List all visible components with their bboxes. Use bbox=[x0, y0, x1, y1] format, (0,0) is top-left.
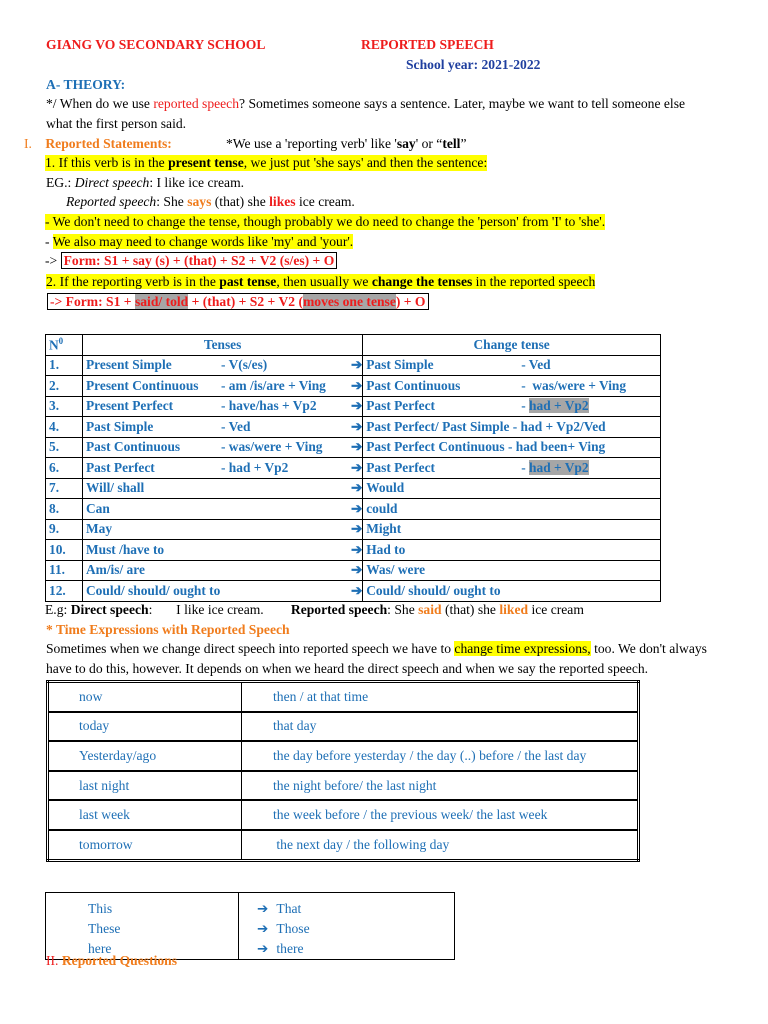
reported-time-expression: the next day / the following day bbox=[242, 830, 639, 860]
intro-line-2: what the first person said. bbox=[46, 116, 187, 131]
arrow-icon: ➔ bbox=[351, 417, 363, 438]
header-change-tense: Change tense bbox=[363, 335, 661, 356]
table-row bbox=[46, 519, 661, 540]
table-row bbox=[46, 376, 661, 397]
row-number: 7. bbox=[46, 478, 83, 499]
changed-tense-cell: Past Perfect - had + Vp2 bbox=[363, 458, 661, 479]
arrow-icon: ➔ bbox=[351, 458, 363, 479]
table-row bbox=[48, 712, 639, 742]
direct-time-expression: tomorrow bbox=[48, 830, 242, 860]
arrow-icon: ➔ bbox=[351, 519, 363, 540]
table-row bbox=[46, 581, 661, 602]
arrow-icon: ➔ bbox=[257, 901, 269, 916]
time-intro-line-2: have to do this, however. It depends on when we heard the direct speech and when we say the reported speech. bbox=[46, 661, 649, 676]
tense-cell: May bbox=[83, 519, 352, 540]
row-number: 9. bbox=[46, 519, 83, 540]
table-row bbox=[46, 396, 661, 417]
changed-tense-cell: Could/ should/ ought to bbox=[363, 581, 661, 602]
row-number: 3. bbox=[46, 396, 83, 417]
document-topic: REPORTED SPEECH bbox=[361, 37, 494, 52]
row-number: 5. bbox=[46, 437, 83, 458]
header-number: $N^0$ bbox=[46, 335, 83, 356]
reported-time-expression: the night before/ the last night bbox=[242, 771, 639, 801]
table-row bbox=[46, 560, 661, 581]
example-reported: Reported speech: She says (that) she likes ice cream. bbox=[66, 194, 355, 209]
time-intro-line-1: Sometimes when we change direct speech into reported speech we have to change time expressions, too. We don't always bbox=[46, 641, 707, 656]
row-number: 12. bbox=[46, 581, 83, 602]
arrow-icon: ➔ bbox=[257, 941, 269, 956]
arrow-icon: ➔ bbox=[351, 355, 363, 376]
demonstratives-direct bbox=[46, 893, 239, 960]
tense-cell: Must /have to bbox=[83, 540, 352, 561]
section-1-heading: I. Reported Statements: bbox=[24, 136, 172, 151]
tense-cell: Present Simple - V(s/es) bbox=[83, 355, 352, 376]
table-row bbox=[46, 478, 661, 499]
tense-cell: Am/is/ are bbox=[83, 560, 352, 581]
tense-cell: Present Perfect - have/has + Vp2 bbox=[83, 396, 352, 417]
changed-tense-cell: Past Perfect - had + Vp2 bbox=[363, 396, 661, 417]
tense-cell: Past Perfect - had + Vp2 bbox=[83, 458, 352, 479]
row-number: 11. bbox=[46, 560, 83, 581]
rule-past-tense: 2. If the reporting verb is in the past tense, then usually we change the tenses in the reported speech bbox=[46, 274, 596, 289]
table-row bbox=[48, 741, 639, 771]
rule-present-tense: 1. If this verb is in the present tense, we just put 'she says' and then the sentence: bbox=[45, 155, 488, 170]
changed-tense-cell: Had to bbox=[363, 540, 661, 561]
list-item: here bbox=[88, 941, 112, 956]
demonstratives-table bbox=[45, 892, 455, 960]
table-row bbox=[46, 540, 661, 561]
row-number: 8. bbox=[46, 499, 83, 520]
table-row bbox=[46, 458, 661, 479]
arrow-icon: ➔ bbox=[351, 540, 363, 561]
list-item: ➔ That bbox=[257, 901, 302, 916]
example-past: E.g: Direct speech: I like ice cream. Reported speech: She said (that) she liked ice cream bbox=[45, 602, 584, 617]
reported-time-expression: the day before yesterday / the day (..) before / the last day bbox=[242, 741, 639, 771]
arrow-icon: ➔ bbox=[351, 560, 363, 581]
changed-tense-cell: Past Simple - Ved bbox=[363, 355, 661, 376]
table-row bbox=[46, 499, 661, 520]
changed-tense-cell: Would bbox=[363, 478, 661, 499]
changed-tense-cell: Past Perfect/ Past Simple - had + Vp2/Ved bbox=[363, 417, 661, 438]
table-row bbox=[46, 437, 661, 458]
tense-cell: Will/ shall bbox=[83, 478, 352, 499]
changed-tense-cell: Past Perfect Continuous - had been+ Ving bbox=[363, 437, 661, 458]
example-direct: EG.: Direct speech: I like ice cream. bbox=[46, 175, 245, 190]
reported-time-expression: the week before / the previous week/ the last week bbox=[242, 800, 639, 830]
direct-time-expression: last night bbox=[48, 771, 242, 801]
reported-time-expression: that day bbox=[242, 712, 639, 742]
row-number: 1. bbox=[46, 355, 83, 376]
changed-tense-cell: Might bbox=[363, 519, 661, 540]
tense-cell: Past Continuous - was/were + Ving bbox=[83, 437, 352, 458]
row-number: 4. bbox=[46, 417, 83, 438]
row-number: 6. bbox=[46, 458, 83, 479]
arrow-icon: ➔ bbox=[351, 581, 363, 602]
list-item: These bbox=[88, 921, 121, 936]
demonstratives-reported bbox=[239, 893, 455, 960]
arrow-icon: ➔ bbox=[351, 396, 363, 417]
table-row bbox=[46, 355, 661, 376]
row-number: 10. bbox=[46, 540, 83, 561]
section-a-heading: A- THEORY: bbox=[46, 77, 126, 92]
header-tenses: Tenses bbox=[83, 335, 363, 356]
table-row bbox=[46, 417, 661, 438]
school-year: School year: 2021-2022 bbox=[406, 57, 541, 72]
changed-tense-cell: could bbox=[363, 499, 661, 520]
direct-time-expression: last week bbox=[48, 800, 242, 830]
intro-line-1: */ When do we use reported speech? Sometimes someone says a sentence. Later, maybe we want to tell someone else bbox=[46, 96, 686, 111]
list-item: This bbox=[88, 901, 113, 916]
note-change-person: - We don't need to change the tense, though probably we do need to change the 'person' from 'I' to 'she'. bbox=[45, 214, 606, 229]
direct-time-expression: today bbox=[48, 712, 242, 742]
changed-tense-cell: Was/ were bbox=[363, 560, 661, 581]
time-expressions-heading: * Time Expressions with Reported Speech bbox=[46, 622, 290, 637]
direct-time-expression: Yesterday/ago bbox=[48, 741, 242, 771]
table-header-row bbox=[46, 335, 661, 356]
table-row bbox=[48, 771, 639, 801]
tense-cell: Could/ should/ ought to bbox=[83, 581, 352, 602]
section-2-heading: II. Reported Questions bbox=[46, 953, 178, 968]
note-change-words: - We also may need to change words like 'my' and 'your'. bbox=[45, 234, 354, 249]
direct-time-expression: now bbox=[48, 682, 242, 712]
school-name: GIANG VO SECONDARY SCHOOL bbox=[46, 37, 266, 52]
list-item: ➔ Those bbox=[257, 921, 310, 936]
arrow-icon: ➔ bbox=[351, 499, 363, 520]
tense-cell: Can bbox=[83, 499, 352, 520]
time-expressions-table bbox=[46, 680, 640, 862]
form-past: -> Form: S1 + said/ told + (that) + S2 + V2 (moves one tense) + O bbox=[47, 294, 429, 310]
arrow-icon: ➔ bbox=[351, 376, 363, 397]
arrow-icon: ➔ bbox=[257, 921, 269, 936]
table-row bbox=[48, 800, 639, 830]
reported-time-expression: then / at that time bbox=[242, 682, 639, 712]
arrow-icon: ➔ bbox=[351, 478, 363, 499]
tense-change-table bbox=[45, 334, 661, 602]
table-row bbox=[48, 830, 639, 860]
tense-cell: Past Simple - Ved bbox=[83, 417, 352, 438]
list-item: ➔ there bbox=[257, 941, 304, 956]
table-row bbox=[48, 682, 639, 712]
form-present: -> Form: S1 + say (s) + (that) + S2 + V2 (s/es) + O bbox=[45, 253, 337, 269]
tense-cell: Present Continuous - am /is/are + Ving bbox=[83, 376, 352, 397]
row-number: 2. bbox=[46, 376, 83, 397]
arrow-icon: ➔ bbox=[351, 437, 363, 458]
changed-tense-cell: Past Continuous - was/were + Ving bbox=[363, 376, 661, 397]
reporting-verb-note: *We use a 'reporting verb' like 'say' or “tell” bbox=[226, 136, 467, 151]
